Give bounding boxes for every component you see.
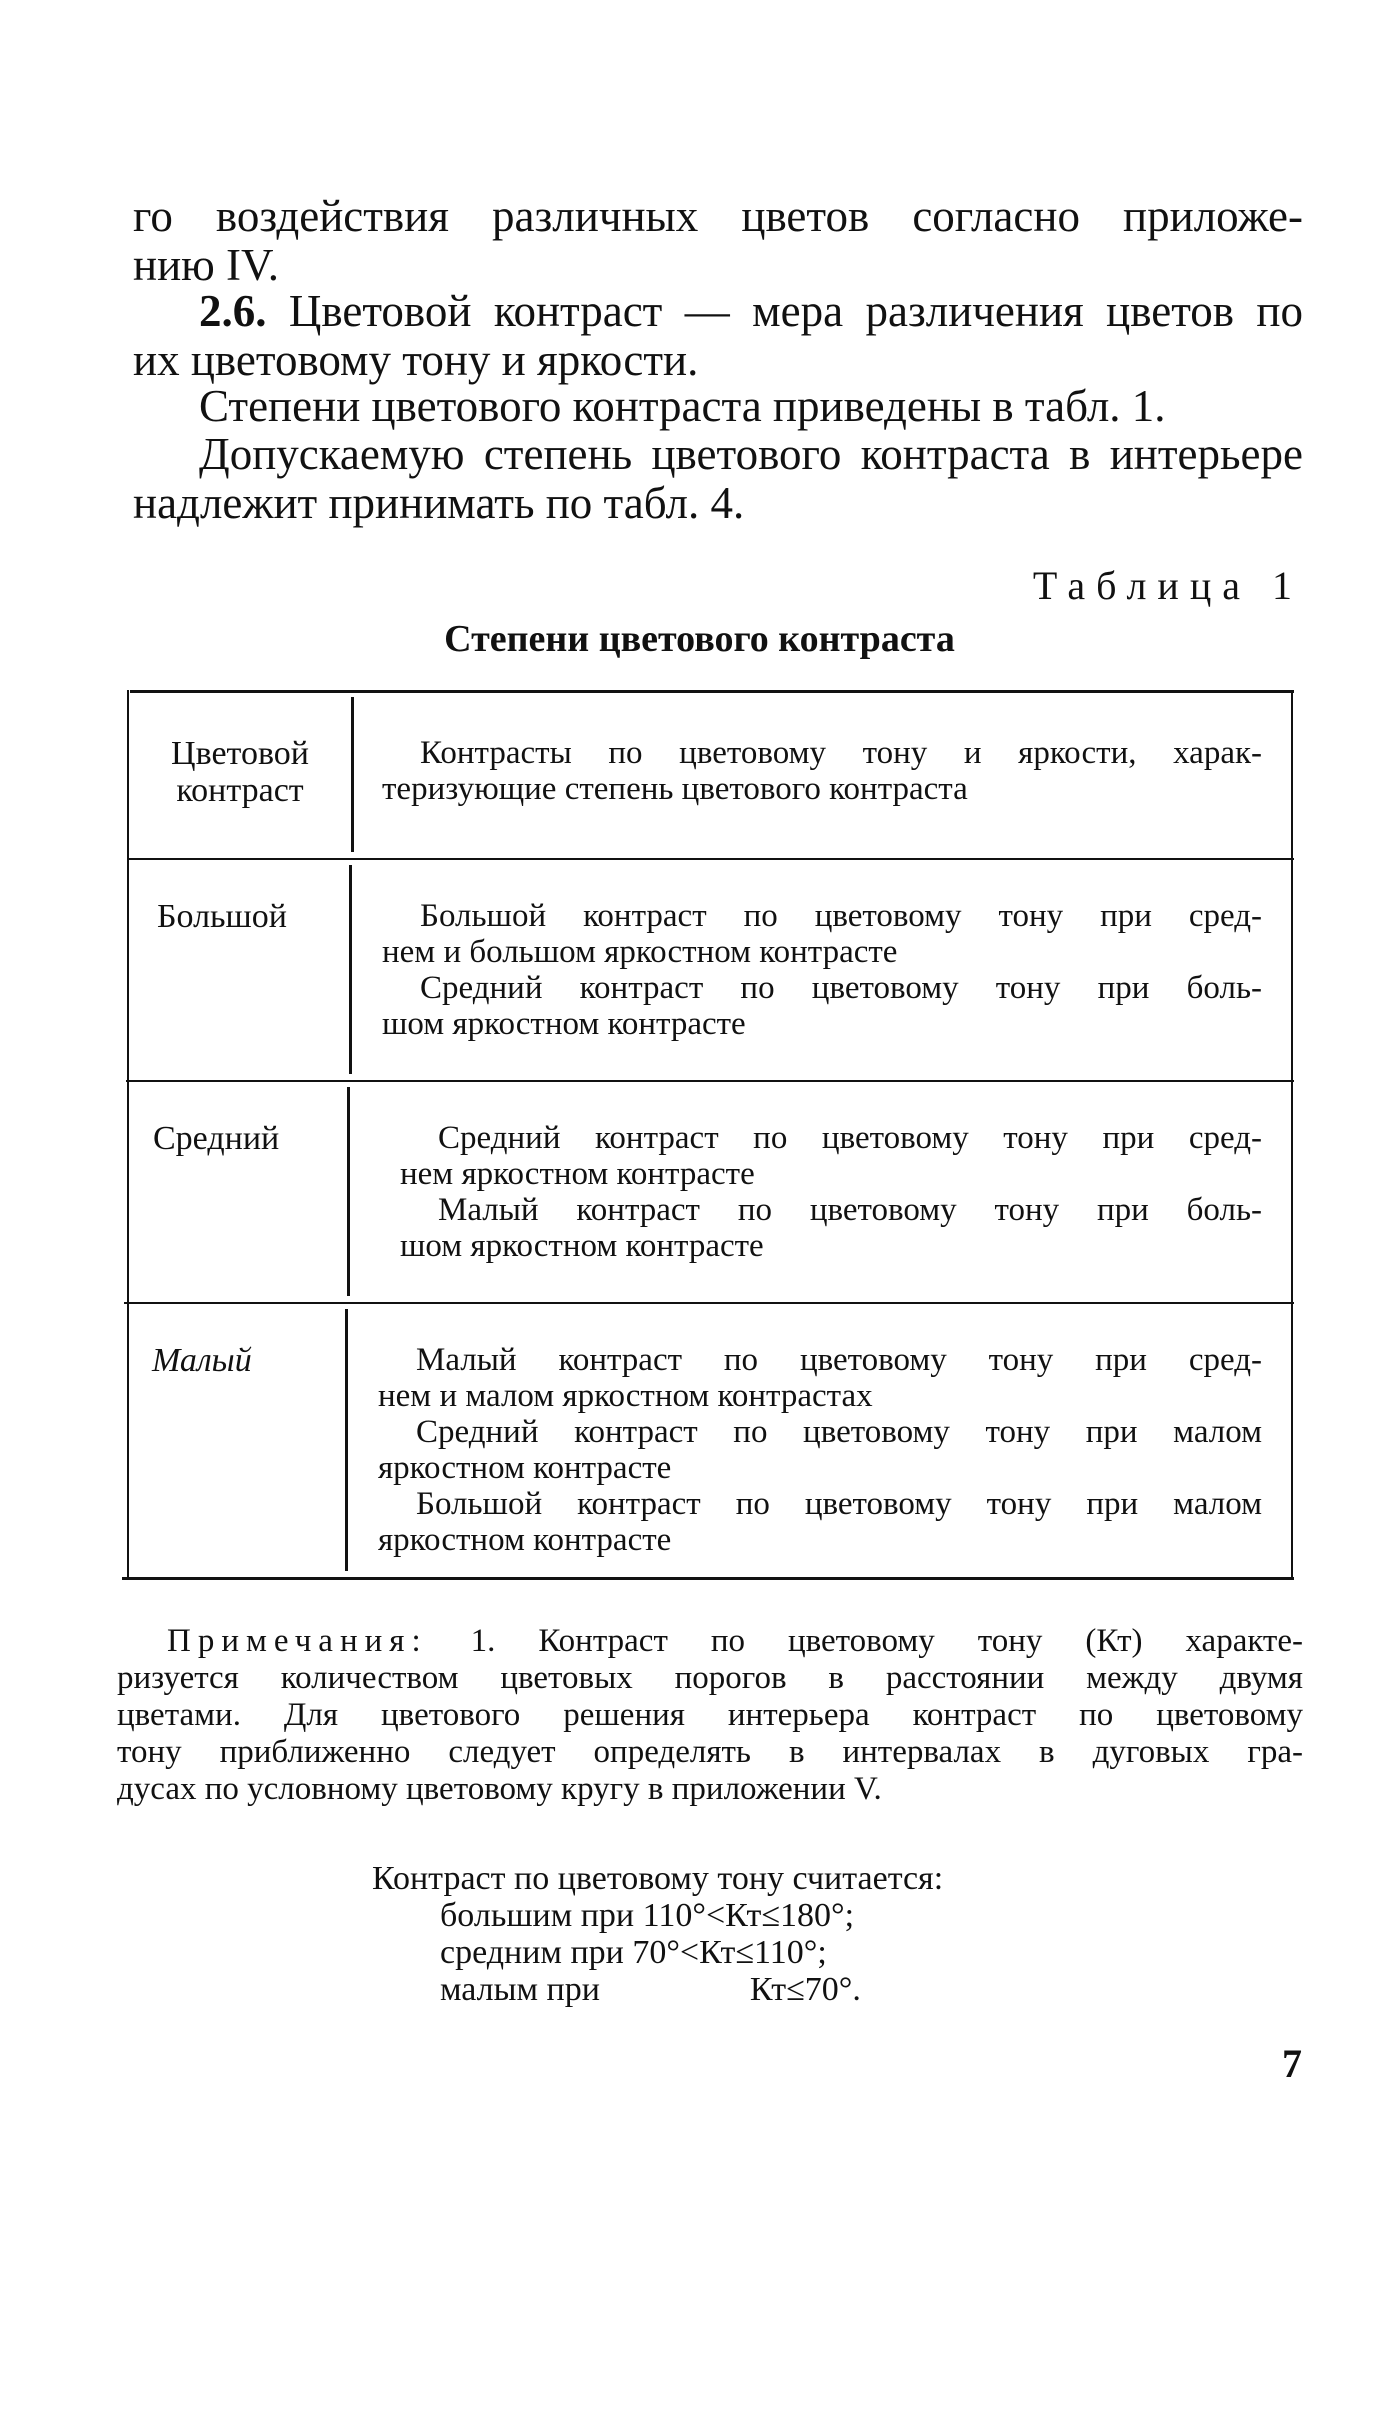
text-line: Средний контраст по цветовому тону при сред- [438, 1120, 1262, 1156]
text-line: Степени цветового контраста приведены в табл. 1. [199, 381, 1166, 431]
text-line: нем и малом яркостном контрастах [378, 1378, 873, 1414]
criteria-small-label: малым при [440, 1971, 600, 2008]
text-line: Средний контраст по цветовому тону при малом [416, 1414, 1262, 1450]
contrast-criteria [372, 1860, 943, 2008]
text-line: дусах по условному цветовому кругу в приложении V. [117, 1771, 882, 1807]
row-label-small: Малый [152, 1342, 252, 1379]
criteria-large: большим при 110°<Кт≤180°; [440, 1897, 855, 1934]
paragraph-allowed-contrast [133, 430, 1303, 528]
text-line: теризующие степень цветового контраста [382, 771, 968, 807]
text-line [117, 1623, 1303, 1660]
text-line: Малый контраст по цветовому тону при сред- [416, 1342, 1262, 1378]
row-description-large [382, 898, 1262, 1042]
table-notes [117, 1623, 1303, 1808]
row-label-large: Большой [157, 898, 287, 935]
table-row-rule [124, 1302, 1294, 1304]
text-line: нем и большом яркостном контрасте [382, 934, 898, 970]
criteria-intro: Контраст по цветовому тону считается: [372, 1860, 944, 1897]
row-label-medium: Средний [153, 1120, 280, 1157]
text-line: их цветовому тону и яркости. [133, 335, 699, 385]
text-line: Большой контраст по цветовому тону при сред- [420, 898, 1262, 934]
text-line: яркостном контрасте [378, 1522, 672, 1558]
table-row-rule [126, 1080, 1294, 1082]
table-left-border [127, 690, 129, 1580]
text-line: нем яркостном контрасте [400, 1156, 755, 1192]
paragraph-contrast-degrees [133, 382, 1303, 431]
text-line [133, 287, 1303, 336]
text-line: надлежит принимать по табл. 4. [133, 478, 745, 528]
text-line: Средний контраст по цветовому тону при боль- [420, 970, 1262, 1006]
table-column-divider [345, 1309, 348, 1571]
text-line: шом яркостном контрасте [382, 1006, 746, 1042]
criteria-small [372, 1971, 943, 2008]
text-line: шом яркостном контрасте [400, 1228, 764, 1264]
text-line: Большой контраст по цветовому тону при малом [416, 1486, 1262, 1522]
text-fragment: Цветовой контраст — мера различения цветов по [266, 286, 1303, 336]
text-line: Контрасты по цветовому тону и яркости, харак- [420, 735, 1262, 771]
criteria-small-value: Кт≤70°. [749, 1971, 861, 2008]
text-line: контраст [176, 772, 304, 809]
paragraph-continuation [133, 192, 1303, 290]
table-bottom-rule [122, 1577, 1294, 1580]
table-title: Степени цветового контраста [444, 618, 955, 660]
notes-label: Примечания: [167, 1623, 428, 1659]
table-label: Таблица 1 [1032, 563, 1303, 608]
text-fragment: 1. Контраст по цветовому тону (Кт) характе- [427, 1623, 1303, 1659]
text-line: яркостном контрасте [378, 1450, 672, 1486]
text-line: Цветовой [171, 735, 309, 772]
paragraph-section-2-6 [133, 287, 1303, 385]
text-line: цветами. Для цветового решения интерьера контраст по цветовому [117, 1697, 1303, 1733]
table-header-rule [128, 858, 1294, 860]
section-number: 2.6. [199, 286, 267, 336]
table-right-border [1291, 690, 1293, 1580]
text-line: тону приближенно следует определять в интервалах в дуговых гра- [117, 1734, 1303, 1770]
page-number: 7 [1282, 2041, 1302, 2086]
header-cell-description [382, 735, 1262, 807]
text-line: го воздействия различных цветов согласно приложе- [133, 191, 1303, 241]
text-line: Допускаемую степень цветового контраста в интерьере [199, 429, 1303, 479]
table-column-divider [347, 1087, 350, 1296]
criteria-medium: средним при 70°<Кт≤110°; [440, 1934, 827, 1971]
row-description-small [378, 1342, 1262, 1558]
table-column-divider [351, 697, 354, 852]
table-column-divider [349, 865, 352, 1074]
table-top-rule [130, 690, 1294, 693]
text-line: нию IV. [133, 240, 279, 290]
text-line: ризуется количеством цветовых порогов в расстоянии между двумя [117, 1660, 1303, 1696]
row-description-medium [400, 1120, 1262, 1264]
text-line: Малый контраст по цветовому тону при боль- [438, 1192, 1262, 1228]
header-cell-contrast [142, 735, 338, 809]
